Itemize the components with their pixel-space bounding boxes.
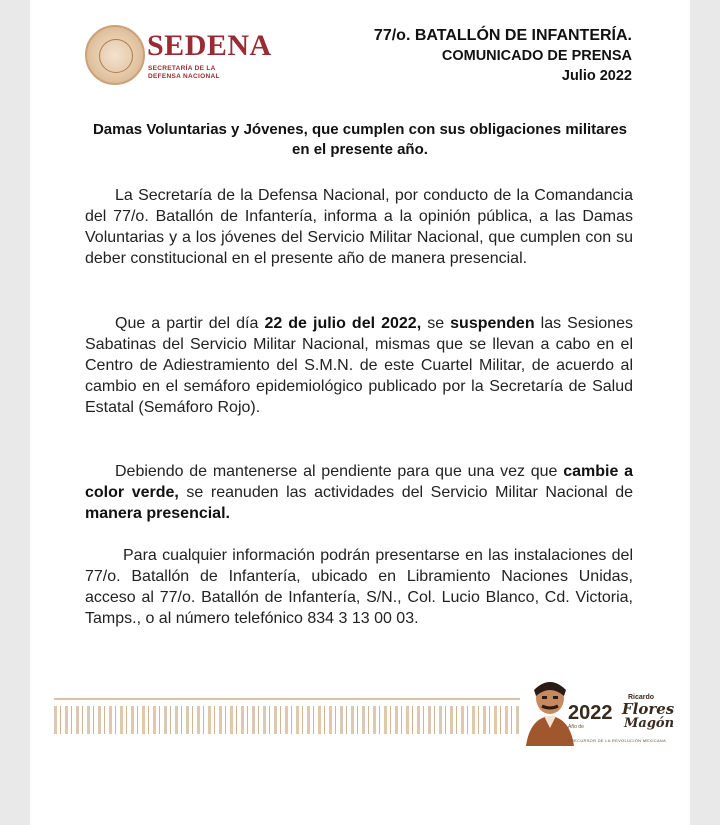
unit-name: 77/o. BATALLÓN DE INFANTERÍA. (373, 27, 632, 44)
commemorative-year-subtitle: Año de (568, 724, 584, 730)
sedena-logo (85, 25, 325, 89)
document-date: Julio 2022 (561, 68, 632, 84)
paragraph-4: Para cualquier información podrán presentarse en las instalaciones del 77/o. Batallón de Infantería, ubicado en Libramiento Naciones Unidas, acceso al 77/o. Batallón de Infantería, S/N., Col. Lucio Blanco, Cd. Victoria, Tamps., o al número telefónico 834 3 13 00 03. (85, 547, 633, 627)
document-type: COMUNICADO DE PRENSA (441, 48, 632, 64)
footer-decorative-band (54, 706, 544, 734)
document-header (374, 26, 632, 86)
national-seal-icon (85, 25, 145, 85)
footer-divider (54, 698, 544, 700)
commemorative-year-logo (568, 694, 675, 744)
brand-subtitle: SECRETARÍA DE LA DEFENSA NACIONAL (148, 65, 220, 80)
honoree-surname-2: Magón (624, 716, 675, 731)
paragraph-2: Que a partir del día 22 de julio del 2022, se suspenden las Sesiones Sabatinas del Servicio Militar Nacional, mismas que se llevan a cabo en el Centro de Adiestramiento del S.M.N. de este Cuartel Militar, de acuerdo al cambio en el semáforo epidemiológico publicado por la Secretaría de Salud Estatal (Semáforo Rojo). (85, 315, 633, 416)
honoree-first-name: Ricardo (628, 694, 655, 701)
brand-name: SEDENA (147, 29, 272, 62)
honoree-surname-1: Flores (622, 700, 675, 718)
commemorative-year: 2022 (568, 702, 613, 724)
paragraph-1: La Secretaría de la Defensa Nacional, por conducto de la Comandancia del 77/o. Batallón de Infantería, informa a la opinión pública, a las Damas Voluntarias y a los jóvenes del Servicio Militar Nacional, que cumplen con su deber constitucional en el presente año de manera presencial. (85, 187, 633, 267)
document-page (30, 0, 690, 825)
commemorative-tagline: PRECURSOR DE LA REVOLUCIÓN MEXICANA (568, 738, 667, 743)
paragraph-3: Debiendo de mantenerse al pendiente para que una vez que cambie a color verde, se reanuden las actividades del Servicio Militar Nacional de manera presencial. (85, 463, 634, 522)
document-subject: Damas Voluntarias y Jóvenes, que cumplen con sus obligaciones militares en el presente año. (92, 121, 628, 158)
